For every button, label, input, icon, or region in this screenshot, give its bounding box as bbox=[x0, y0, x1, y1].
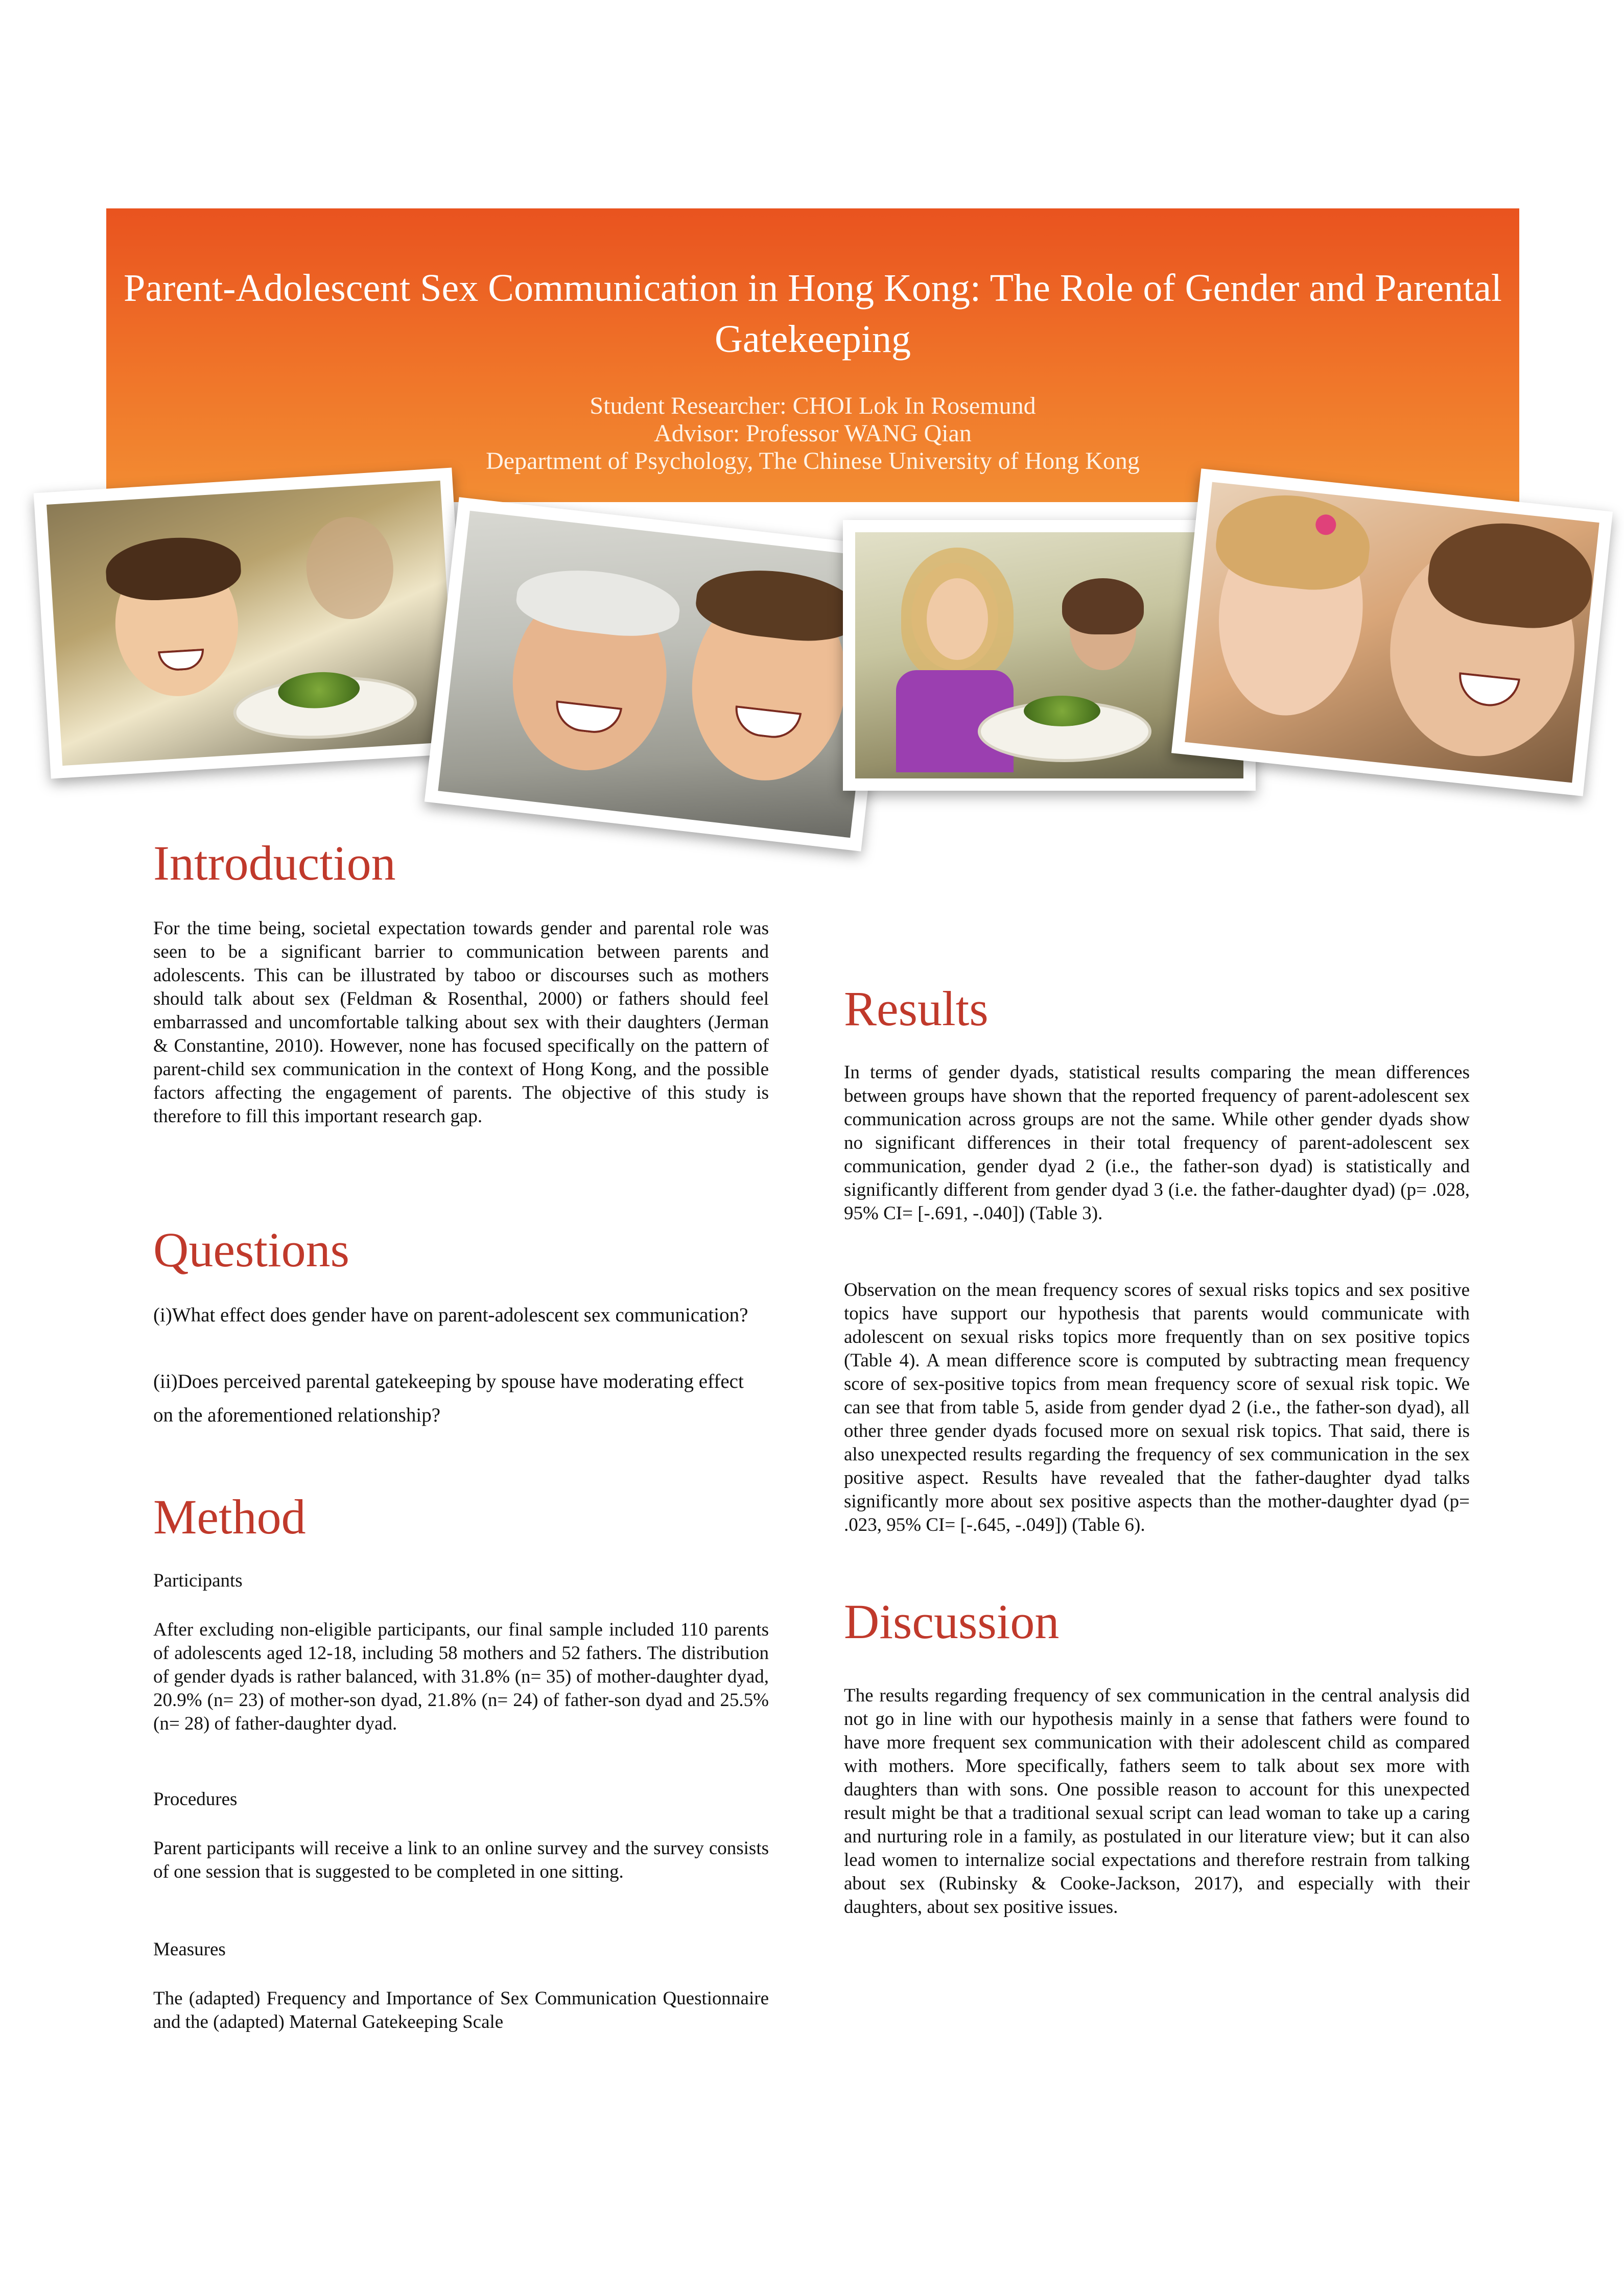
poster-title: Parent-Adolescent Sex Communication in Hong Kong: The Role of Gender and Parental Gatekeeping bbox=[123, 267, 1502, 361]
measures-text: The (adapted) Frequency and Importance of Sex Communication Questionnaire and the (adapted) Maternal Gatekeeping Scale bbox=[153, 1988, 769, 2032]
discussion-heading: Discussion bbox=[844, 1594, 1060, 1649]
procedures-label: Procedures bbox=[153, 1789, 238, 1810]
photo-boy-at-dinner bbox=[34, 467, 469, 778]
method-heading: Method bbox=[153, 1489, 306, 1544]
advisor: Advisor: Professor WANG Qian bbox=[654, 420, 972, 447]
photo-father-and-son bbox=[425, 497, 896, 851]
results-paragraph-2: Observation on the mean frequency scores of sexual risks topics and sex positive topics have support our hypothesis that parents would communicate with adolescent on sexual risks topics more frequently than on sex positive topics (Table 4). A mean difference score is computed by subtracting mean frequency score of sex-positive topics from mean frequency score of sexual risk topic. We can see that from table 5, aside from gender dyad 2 (i.e., the father-son dyad), all other three gender dyads focused more on sexual risk topics. That said, there is also unexpected results regarding the frequency of sex communication in the sex positive aspect. Results have revealed that the father-daughter dyad talks significantly more about sex positive aspects than the mother-daughter dyad (p= .023, 95% CI= [-.645, -.049]) (Table 6). bbox=[844, 1280, 1470, 1535]
author-block bbox=[106, 392, 1519, 475]
department: Department of Psychology, The Chinese University of Hong Kong bbox=[486, 447, 1140, 475]
questions-heading: Questions bbox=[153, 1222, 349, 1277]
question-2: (ii)Does perceived parental gatekeeping by spouse have moderating effect on the aforementioned relationship? bbox=[153, 1370, 744, 1426]
introduction-text: For the time being, societal expectation towards gender and parental role was seen to be a significant barrier to communication between parents and adolescents. This can be illustrated by taboo or discourses such as mothers should talk about sex (Feldman & Rosenthal, 2000) or fathers should feel embarrassed and uncomfortable talking about sex with their daughters (Jerman & Constantine, 2010). However, none has focused specifically on the pattern of parent-child sex communication in the context of Hong Kong, and the possible factors affecting the engagement of parents. The objective of this study is therefore to fill this important research gap. bbox=[153, 918, 769, 1127]
procedures-text: Parent participants will receive a link to an online survey and the survey consists of one session that is suggested to be completed in one sitting. bbox=[153, 1838, 769, 1882]
results-heading: Results bbox=[844, 981, 988, 1036]
participants-text: After excluding non-eligible participants, our final sample included 110 parents of adolescents aged 12-18, including 58 mothers and 52 fathers. The distribution of gender dyads is rather balanced, with 31.8% (n= 35) of mother-daughter dyad, 20.9% (n= 23) of mother-son dyad, 21.8% (n= 24) of father-son dyad and 25.5% (n= 28) of father-daughter dyad. bbox=[153, 1619, 769, 1734]
measures-label: Measures bbox=[153, 1939, 226, 1960]
discussion-text: The results regarding frequency of sex communication in the central analysis did not go in line with our hypothesis mainly in a sense that fathers were found to have more frequent sex communication with their adolescent child as compared with mothers. More specifically, fathers seem to talk about sex more with daughters than with sons. One possible reason to account for this unexpected result might be that a traditional sexual script can lead woman to take up a caring and nurturing role in a family, as postulated in our literature view; but it can also lead women to internalize social expectations and therefore restrain from talking about sex (Rubinsky & Cooke-Jackson, 2017), and especially with their daughters, about sex positive issues. bbox=[844, 1685, 1470, 1918]
results-paragraph-1: In terms of gender dyads, statistical results comparing the mean differences between groups have shown that the reported frequency of parent-adolescent sex communication across groups are not the same. While other gender dyads show no significant differences in their total frequency of parent-adolescent sex communication, gender dyad 2 (i.e., the father-son dyad) is statistically and significantly different from gender dyad 3 (i.e. the father-daughter dyad) (p= .028, 95% CI= [-.691, -.040]) (Table 3). bbox=[844, 1062, 1470, 1224]
participants-label: Participants bbox=[153, 1570, 243, 1591]
question-1: (i)What effect does gender have on parent-adolescent sex communication? bbox=[153, 1304, 748, 1326]
student-researcher: Student Researcher: CHOI Lok In Rosemund bbox=[590, 392, 1036, 419]
photo-girls-whispering bbox=[1171, 468, 1613, 796]
introduction-heading: Introduction bbox=[153, 836, 396, 890]
